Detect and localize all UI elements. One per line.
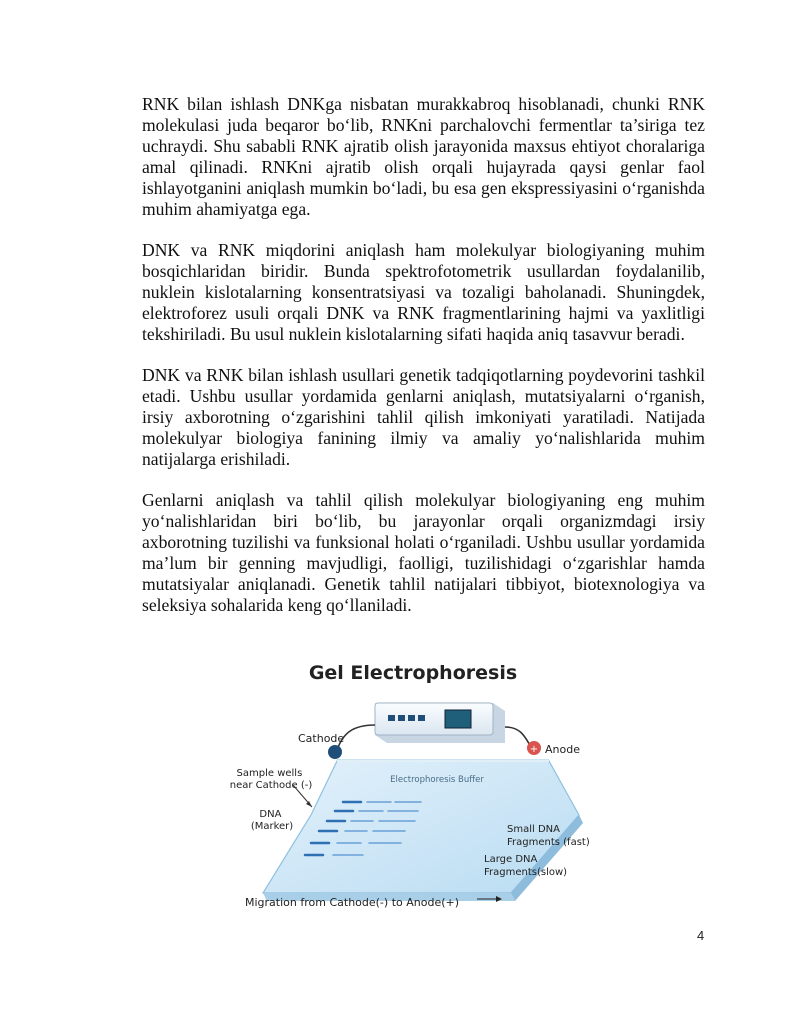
indicator-icon [398,715,405,721]
migration-label: Migration from Cathode(-) to Anode(+) [245,896,460,909]
anode-symbol: + [529,744,539,755]
display-screen [445,710,471,728]
sample-wells-label: Sample wells near Cathode (-) [229,768,313,791]
paragraph: DNK va RNK miqdorini aniqlash ham molekulyar biologiyaning muhim bosqichlaridan biridir. Bunda spektrofotometrik usullardan foydalanilib, nuklein kislotalarning konsentratsiyasi va tozaligi baholanadi. Shuningdek, elektroforez usuli orqali DNK va RNK fragmentlarining hajmi va yaxlitligi tekshiriladi. Bu usul nuklein kislotalarning sifati haqida aniq tasavvur beradi. [142,240,705,344]
paragraph: Genlarni aniqlash va tahlil qilish molekulyar biologiyaning eng muhim yo‘nalishlaridan biri bo‘lib, bu jarayonlar orqali organizmdagi irsiy axborotning tuzilishi va funksional holati o‘rganiladi. Ushbu usullar yordamida ma’lum bir genning mavjudligi, faolligi, tuzilishidagi o‘zgarishlar hamda mutatsiyalar aniqlanadi. Genetik tahlil natijalari tibbiyot, biotexnologiya va seleksiya sohalarida keng qo‘llaniladi. [142,490,705,615]
dna-marker-label: DNA (Marker) [250,809,294,832]
indicator-icon [408,715,415,721]
paragraph: DNK va RNK bilan ishlash usullari genetik tadqiqotlarning poydevorini tashkil etadi. Ushbu usullar yordamida genlarni aniqlash, mutatsiyalarni o‘rganish, irsiy axborotning o‘zgarishini tahlil qilish imkoniyati yaratiladi. Natijada molekulyar biologiya fanining ilmiy va amaliy yo‘nalishlarida muhim natijalarga erishiladi. [142,365,705,469]
page-number: 4 [697,928,705,943]
indicator-icon [388,715,395,721]
document-body [142,94,705,636]
figure-title: Gel Electrophoresis [308,662,518,684]
gel-electrophoresis-figure [215,655,605,915]
small-fragments-label: Small DNA Fragments (fast) [507,824,590,848]
cathode-terminal-icon [328,745,342,759]
indicator-icon [418,715,425,721]
paragraph: RNK bilan ishlash DNKga nisbatan murakkabroq hisoblanadi, chunki RNK molekulasi juda beqaror bo‘lib, RNKni parchalovchi fermentlar ta’siriga tez uchraydi. Shu sababli RNK ajratib olish jarayonida maxsus ehtiyot choralariga amal qilinadi. RNKni ajratib olish orqali hujayrada qaysi genlar faol ishlayotganini aniqlash mumkin bo‘ladi, bu esa gen ekspressiyasini o‘rganishda muhim ahamiyatga ega. [142,94,705,219]
buffer-label: Electrophoresis Buffer [390,775,484,785]
power-supply [375,703,505,743]
gel-electrophoresis-diagram [215,655,605,915]
cathode-label: Cathode [298,732,345,745]
large-fragments-label: Large DNA Fragments(slow) [484,854,568,878]
anode-label: Anode [545,743,580,756]
